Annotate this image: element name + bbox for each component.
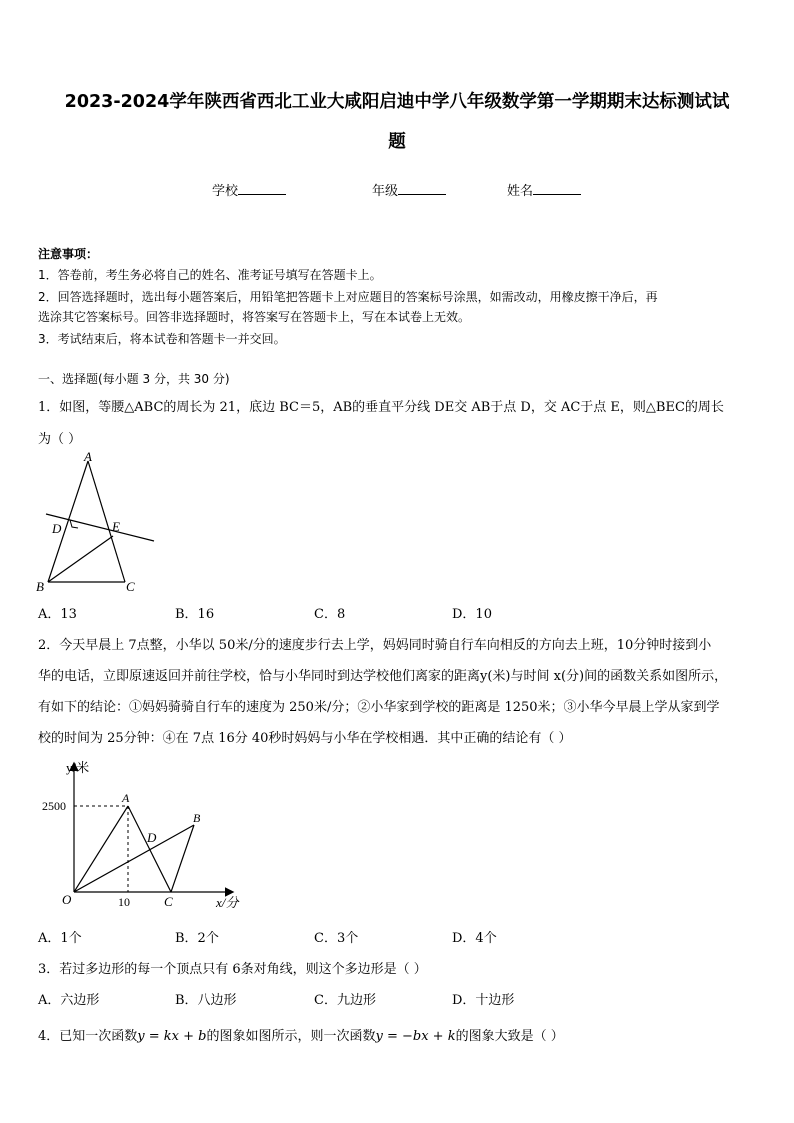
x-axis-label: x/分 — [216, 895, 239, 910]
school-label: 学校 — [212, 184, 239, 199]
q4-prefix: 4．已知一次函数 — [38, 1029, 138, 1044]
q3-option-b[interactable]: B．八边形 — [175, 993, 237, 1008]
name-field[interactable] — [507, 180, 581, 199]
grade-blank[interactable] — [398, 181, 446, 195]
question-1-text-continued: 为（ ） — [38, 432, 82, 447]
q1-option-c[interactable]: C．8 — [314, 607, 346, 622]
q3-option-d[interactable]: D．十边形 — [452, 993, 515, 1008]
name-label: 姓名 — [507, 184, 534, 199]
y-tick-2500: 2500 — [42, 799, 66, 813]
question-2-text-line2: 华的电话，立即原速返回并前往学校，恰与小华同时到达学校他们离家的距离y(米)与时间 x(分)间的函数关系如图所示， — [38, 669, 728, 684]
label-c: C — [164, 894, 173, 909]
x-tick-10: 10 — [118, 895, 130, 909]
line-ac — [128, 806, 171, 892]
q4-function-2: y = −bx + k — [375, 1029, 456, 1044]
q2-option-c[interactable]: C．3个 — [314, 931, 359, 946]
line-oa — [74, 806, 128, 892]
note-item-2-continued: 选涂其它答案标号。回答非选择题时，将答案写在答题卡上，写在本试卷上无效。 — [38, 310, 471, 324]
school-blank[interactable] — [238, 181, 286, 195]
grade-label: 年级 — [372, 184, 399, 199]
segment-be — [48, 536, 113, 582]
label-o: O — [62, 892, 72, 907]
notes-heading: 注意事项： — [38, 247, 99, 261]
q4-middle: 的图象如图所示，则一次函数 — [206, 1029, 376, 1044]
label-c: C — [126, 579, 135, 594]
grade-field[interactable] — [372, 180, 446, 199]
q2-option-d[interactable]: D．4个 — [452, 931, 497, 946]
q3-option-c[interactable]: C．九边形 — [314, 993, 376, 1008]
page-title: 2023-2024学年陕西省西北工业大咸阳启迪中学八年级数学第一学期期末达标测试试 — [64, 92, 730, 112]
question-4-text — [38, 1025, 564, 1044]
label-d: D — [52, 521, 62, 536]
line-ob — [74, 825, 194, 892]
label-b: B — [193, 811, 201, 825]
q1-option-b[interactable]: B．16 — [175, 607, 215, 622]
question-1-figure — [36, 448, 161, 596]
line-cb — [171, 825, 194, 892]
label-a: A — [84, 449, 92, 464]
note-item-1: 1．答卷前，考生务必将自己的姓名、准考证号填写在答题卡上。 — [38, 268, 382, 282]
label-b: B — [36, 579, 44, 594]
question-2-text-line3: 有如下的结论：①妈妈骑骑自行车的速度为 250米/分；②小华家到学校的距离是 1250米；③小华今早晨上学从家到学 — [38, 700, 720, 715]
label-d: D — [147, 830, 157, 845]
question-2-text-line4: 校的时间为 25分钟：④在 7点 16分 40秒时妈妈与小华在学校相遇．其中正确的结论有（ ） — [38, 731, 572, 746]
q2-option-a[interactable]: A．1个 — [38, 931, 82, 946]
question-2-graph — [36, 756, 251, 914]
school-field[interactable] — [212, 180, 286, 199]
page-title-continued: 题 — [388, 132, 406, 152]
question-1-text: 1．如图，等腰△ABC的周长为 21，底边 BC＝5，AB的垂直平分线 DE交 AB于点 D，交 AC于点 E，则△BEC的周长 — [38, 400, 724, 415]
perpendicular-bisector-de — [46, 514, 154, 541]
q2-option-b[interactable]: B．2个 — [175, 931, 219, 946]
section-heading: 一、选择题(每小题 3 分，共 30 分) — [38, 372, 230, 386]
label-a: A — [122, 791, 130, 805]
q4-suffix: 的图象大致是（ ） — [455, 1029, 564, 1044]
note-item-3: 3．考试结束后，将本试卷和答题卡一并交回。 — [38, 332, 286, 346]
q1-option-d[interactable]: D．10 — [452, 607, 492, 622]
question-2-text: 2．今天早晨上 7点整，小华以 50米/分的速度步行去上学，妈妈同时骑自行车向相反的方向去上班，10分钟时接到小 — [38, 638, 712, 653]
name-blank[interactable] — [533, 181, 581, 195]
note-item-2: 2．回答选择题时，选出每小题答案后，用铅笔把答题卡上对应题目的答案标号涂黑，如需改动，用橡皮擦干净后，再 — [38, 290, 658, 304]
y-axis-label: y/米 — [66, 760, 90, 775]
question-3-text: 3．若过多边形的每一个顶点只有 6条对角线，则这个多边形是（ ） — [38, 962, 427, 977]
q4-function-1: y = kx + b — [137, 1029, 207, 1044]
label-e: E — [112, 519, 120, 534]
q1-option-a[interactable]: A．13 — [38, 607, 77, 622]
q3-option-a[interactable]: A．六边形 — [38, 993, 100, 1008]
